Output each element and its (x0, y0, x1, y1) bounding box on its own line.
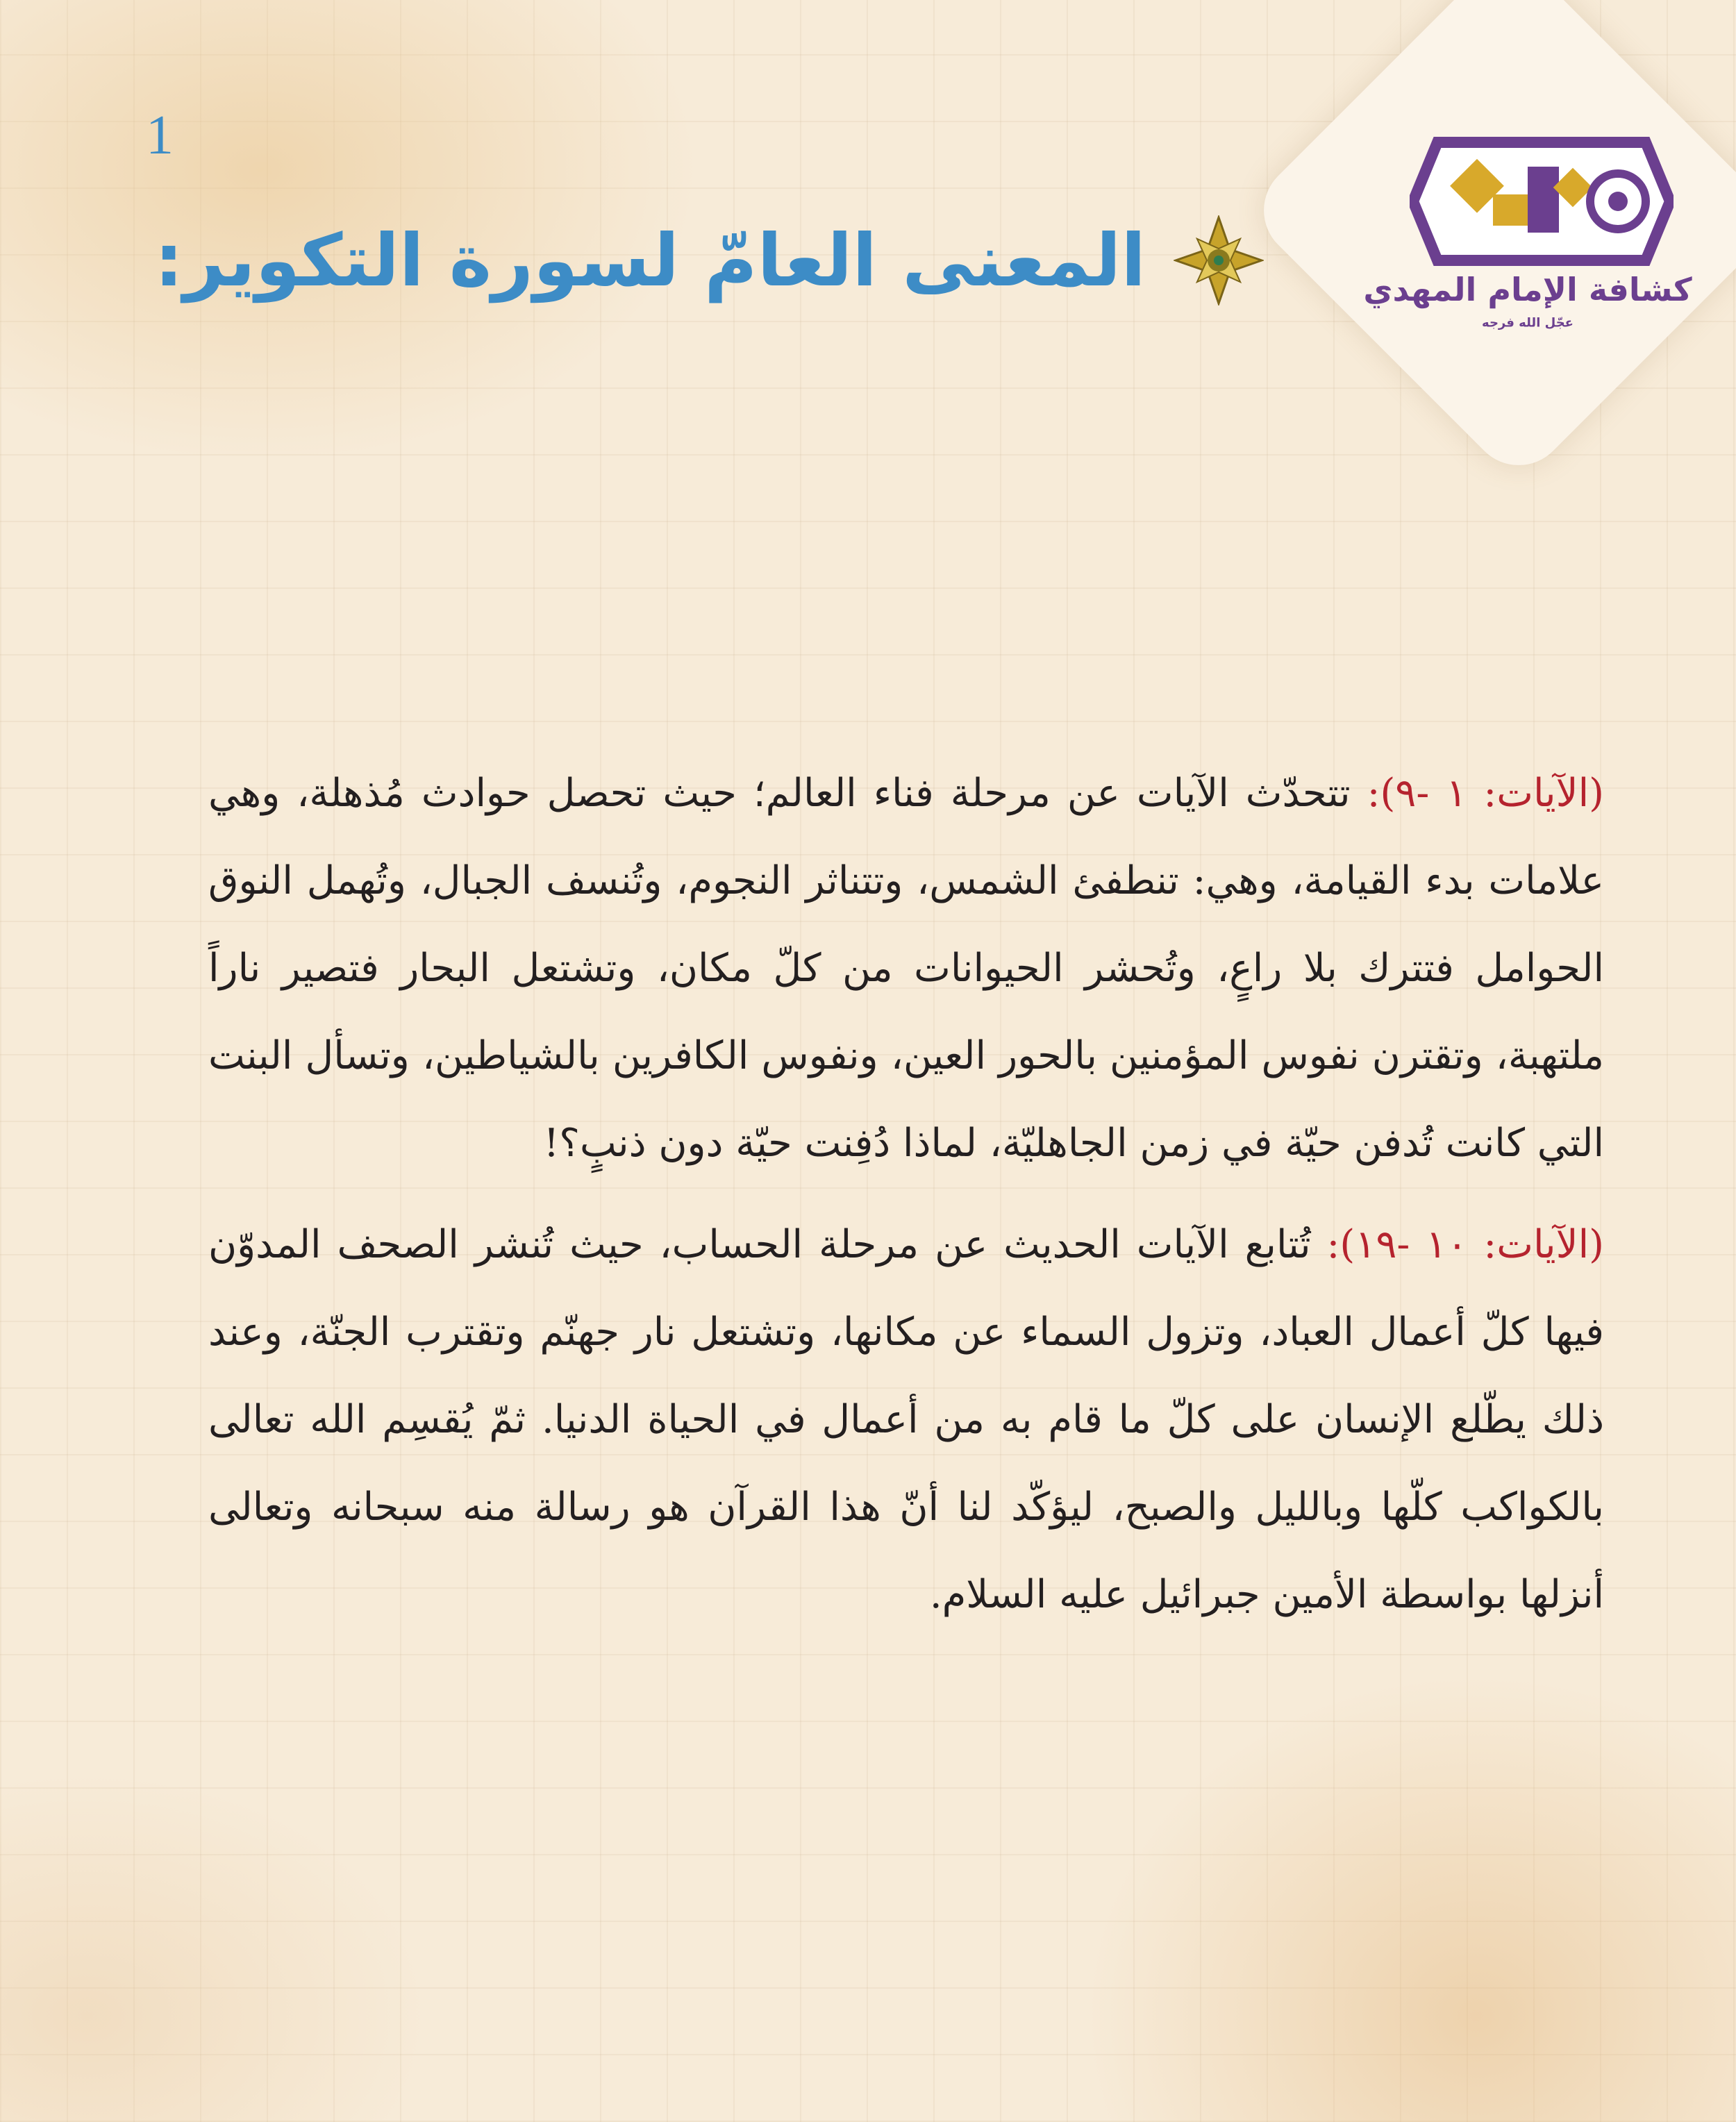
verse-ref: (الآيات: ١ -٩): (1367, 771, 1604, 816)
logo-text (1354, 271, 1701, 346)
paragraph-text: تتحدّث الآيات عن مرحلة فناء العالم؛ حيث تحصل حوادث مُذهلة، وهي علامات بدء القيامة، وهي: تنطفئ الشمس، وتتناثر النجوم، وتُنسف الجبال، وتُهمل النوق الحوامل فتترك بلا راعٍ، وتُحشر الحيوانات من كلّ مكان، وتشتعل البحار فتصير ناراً ملتهبة، وتقترن نفوس المؤمنين بالحور العين، ونفوس الكافرين بالشياطين، وتسأل البنت التي كانت تُدفن حيّة في زمن الجاهليّة، لماذا دُفِنت حيّة دون ذنبٍ؟! (208, 771, 1604, 1166)
ornament-icon (1174, 215, 1264, 306)
paragraph-verses-10-19 (208, 1201, 1604, 1639)
body-text (208, 750, 1604, 1653)
verse-ref: (الآيات: ١٠ -١٩): (1326, 1222, 1604, 1267)
logo-emblem-icon (1410, 135, 1674, 267)
paragraph-text: تُتابع الآيات الحديث عن مرحلة الحساب، حيث تُنشر الصحف المدوّن فيها كلّ أعمال العباد، وتزول السماء عن مكانها، وتشتعل نار جهنّم وتقترب الجنّة، وعند ذلك يطّلع الإنسان على كلّ ما قام به من أعمال في الحياة الدنيا. ثمّ يُقسِم الله تعالى بالكواكب كلّها وبالليل والصبح، ليؤكّد لنا أنّ هذا القرآن هو رسالة منه سبحانه وتعالى أنزلها بواسطة الأمين جبرائيل عليه السلام. (208, 1222, 1604, 1617)
page-title: المعنى العامّ لسورة التكوير: (154, 218, 1146, 303)
title-row (154, 208, 1264, 312)
logo-honorific: عجّل الله فرجه (1482, 315, 1574, 331)
page-number: 1 (146, 105, 174, 166)
logo-name: كشافة الإمام المهدي (1363, 271, 1692, 308)
paragraph-verses-1-9 (208, 750, 1604, 1187)
